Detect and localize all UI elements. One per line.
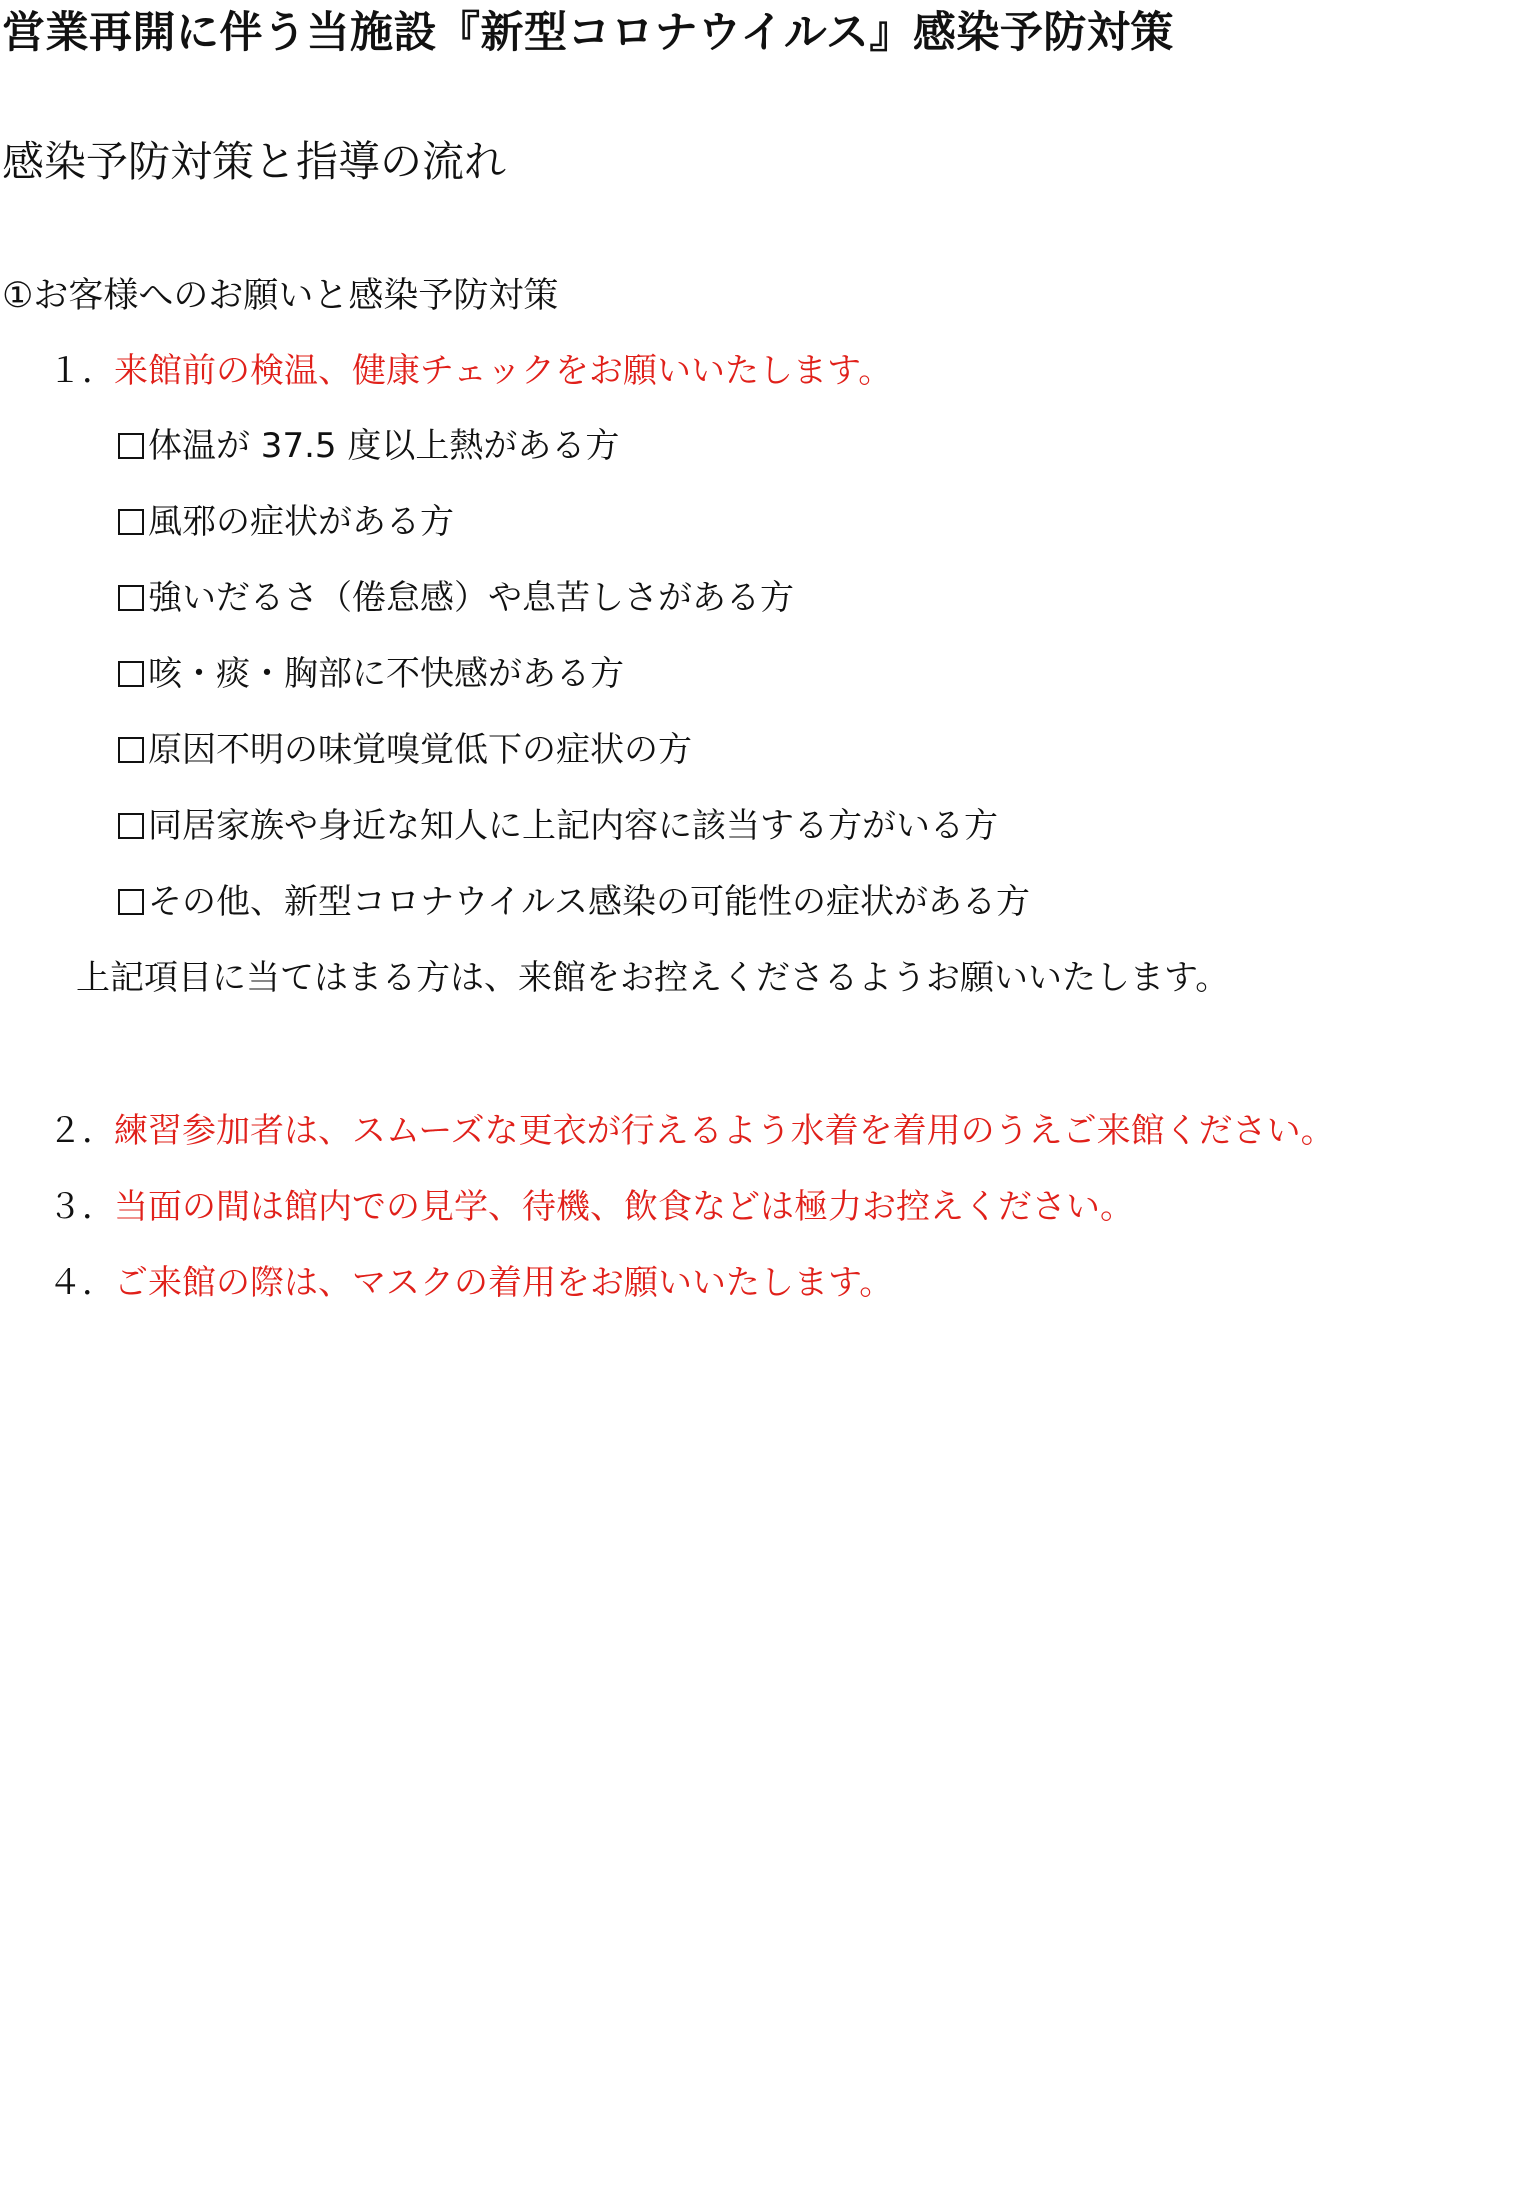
checklist-item [118, 727, 692, 773]
item-number: ２． [48, 1111, 116, 1151]
checklist-item [118, 879, 1030, 925]
checkbox-icon [118, 661, 144, 687]
checklist-item-text: 咳・痰・胸部に不快感がある方 [148, 654, 624, 694]
item-text: 当面の間は館内での見学、待機、飲食などは極力お控えください。 [114, 1187, 1134, 1227]
checklist-item [118, 423, 619, 469]
numbered-item-4 [48, 1260, 893, 1306]
numbered-item-3 [48, 1184, 1134, 1230]
numbered-item-2 [48, 1108, 1335, 1154]
checklist-item [118, 499, 454, 545]
item-text: 来館前の検温、健康チェックをお願いいたします。 [114, 351, 893, 391]
checklist-item-text: その他、新型コロナウイルス感染の可能性の症状がある方 [148, 882, 1030, 922]
item-number: ３． [48, 1187, 116, 1227]
item-text: ご来館の際は、マスクの着用をお願いいたします。 [114, 1263, 894, 1303]
document-subtitle: 感染予防対策と指導の流れ [2, 137, 507, 186]
item-text: 練習参加者は、スムーズな更衣が行えるよう水着を着用のうえご来館ください。 [114, 1111, 1335, 1151]
checkbox-icon [118, 737, 144, 763]
section-heading: ①お客様へのお願いと感染予防対策 [2, 276, 559, 316]
checklist-item [118, 575, 794, 621]
checkbox-icon [118, 509, 144, 535]
checklist-note: 上記項目に当てはまる方は、来館をお控えくださるようお願いいたします。 [76, 958, 1230, 998]
checklist-item-text: 原因不明の味覚嗅覚低下の症状の方 [148, 730, 692, 770]
item-number: ４． [48, 1263, 116, 1303]
checkbox-icon [118, 433, 144, 459]
numbered-item-1 [48, 348, 892, 394]
checkbox-icon [118, 889, 144, 915]
checklist-item-text: 体温が 37.5 度以上熱がある方 [148, 426, 620, 466]
document-title: 営業再開に伴う当施設『新型コロナウイルス』感染予防対策 [2, 8, 1174, 58]
checklist-item [118, 803, 998, 849]
checkbox-icon [118, 813, 144, 839]
item-number: １． [48, 351, 116, 391]
checklist-item-text: 風邪の症状がある方 [148, 502, 454, 542]
checklist-item-text: 強いだるさ（倦怠感）や息苦しさがある方 [148, 578, 794, 618]
checkbox-icon [118, 585, 144, 611]
checklist-item [118, 651, 624, 697]
checklist-item-text: 同居家族や身近な知人に上記内容に該当する方がいる方 [148, 806, 998, 846]
